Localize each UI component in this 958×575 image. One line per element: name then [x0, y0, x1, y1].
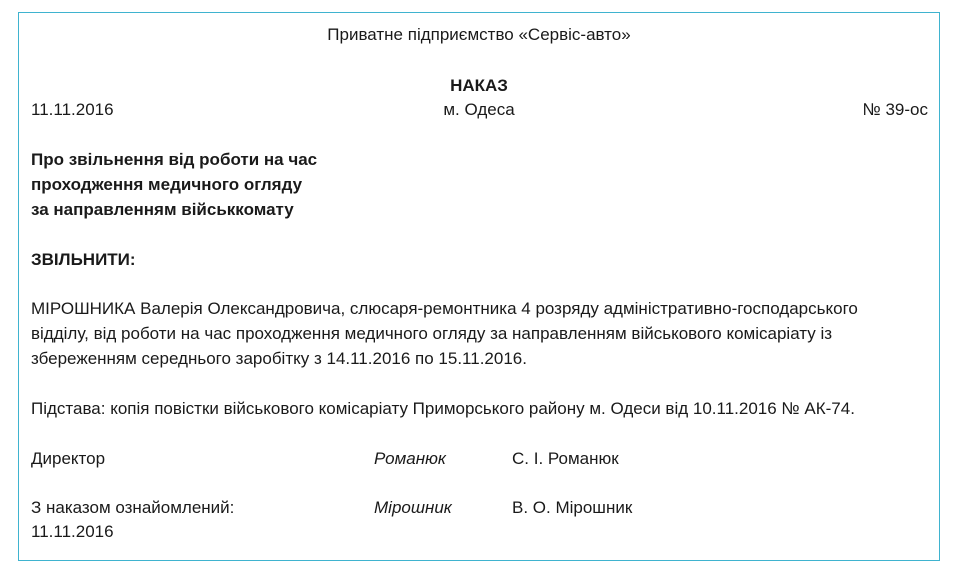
body-line: збереженням середнього заробітку з 14.11.2016 по 15.11.2016. [31, 349, 527, 368]
subject-line: за направленням військкомату [31, 200, 294, 219]
document-date: 11.11.2016 [31, 100, 114, 119]
directive-heading: ЗВІЛЬНИТИ: [31, 250, 136, 269]
employee-signature: Мірошник [374, 498, 452, 517]
body-line: відділу, від роботи на час проходження медичного огляду за направленням військового комісаріату із [31, 324, 833, 343]
director-position: Директор [31, 449, 106, 468]
director-name: С. І. Романюк [512, 449, 619, 468]
organization-name: Приватне підприємство «Сервіс-авто» [327, 25, 631, 44]
acquainted-label: З наказом ознайомлений: [31, 498, 235, 517]
basis-text: Підстава: копія повістки військового комісаріату Приморського району м. Одеси від 10.11.2016 № АК-74. [31, 399, 855, 418]
acquainted-date: 11.11.2016 [31, 522, 114, 541]
subject-line: проходження медичного огляду [31, 175, 303, 194]
employee-name: В. О. Мірошник [512, 498, 633, 517]
document-title: НАКАЗ [450, 76, 508, 95]
subject-line: Про звільнення від роботи на час [31, 150, 318, 169]
document-number: № 39-ос [862, 100, 928, 119]
body-line: МІРОШНИКА Валерія Олександровича, слюсаря-ремонтника 4 розряду адміністративно-господарського [31, 299, 858, 318]
document-place: м. Одеса [443, 100, 515, 119]
director-signature: Романюк [374, 449, 446, 468]
